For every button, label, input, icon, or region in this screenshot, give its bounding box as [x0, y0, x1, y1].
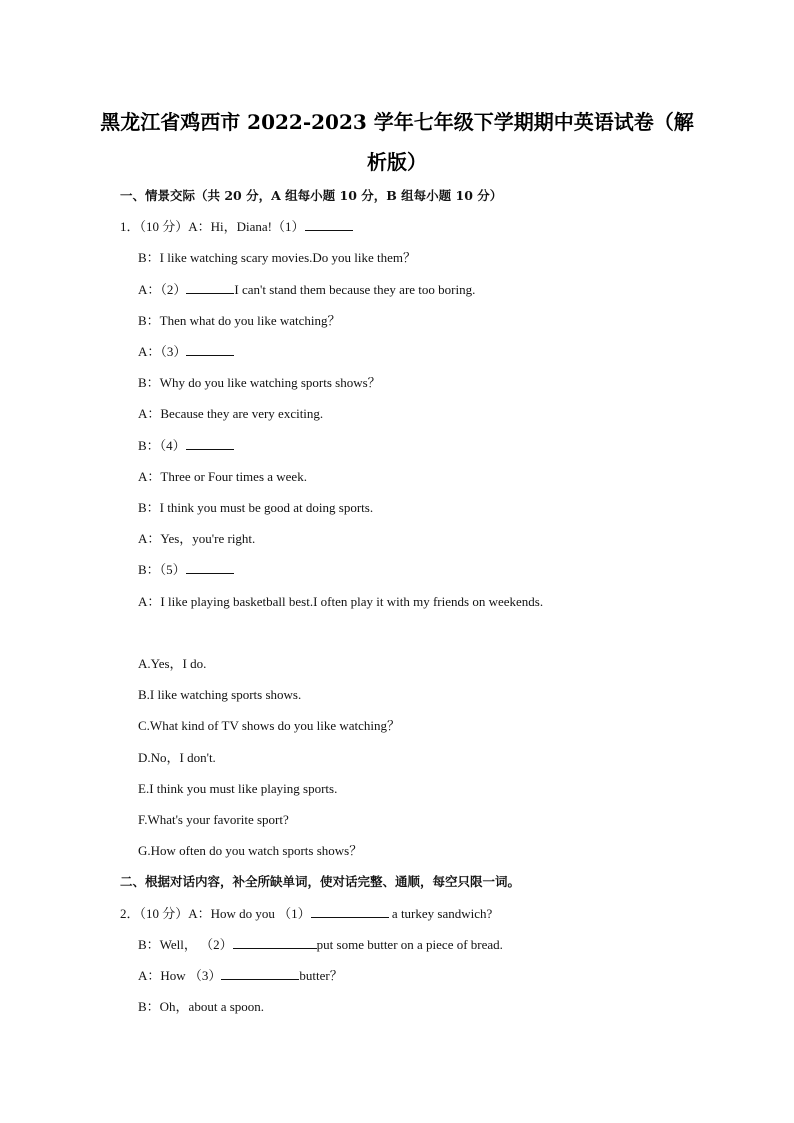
q1-line-2: [138, 250, 416, 266]
option-a: A.Yes，I do.: [138, 656, 207, 671]
q2-line-2-text: B：Well， （2）: [138, 937, 233, 952]
section-2-heading: 二、根据对话内容，补全所缺单词，使对话完整、通顺，每空只限一词。: [120, 874, 521, 889]
q1-line-11: [138, 531, 255, 547]
option-c: C.What kind of TV shows do you like watching？: [138, 718, 401, 733]
q2-answer-blank-3[interactable]: [221, 968, 299, 980]
option-f: F.What's your favorite sport?: [138, 812, 289, 827]
q2-line-1: [120, 906, 492, 922]
q1-line-4-text: B：Then what do you like watching？: [138, 313, 341, 328]
q1-line-6-text: B：Why do you like watching sports shows？: [138, 375, 381, 390]
q2-line-4-text: B：Oh，about a spoon.: [138, 999, 265, 1014]
q2-line-2-rest: put some butter on a piece of bread.: [316, 937, 503, 952]
answer-blank-5[interactable]: [186, 562, 234, 574]
q1-line-12-text: B：（5）: [138, 562, 186, 577]
q1-line-5-text: A：（3）: [138, 344, 187, 359]
option-e: E.I think you must like playing sports.: [138, 781, 338, 796]
q1-line-6: [138, 375, 381, 391]
answer-blank-3[interactable]: [186, 344, 234, 356]
q1-line-9: [138, 469, 307, 485]
q2-line-4: [138, 999, 264, 1015]
document-title-line-1: 黑龙江省鸡西市 2022-2023 学年七年级下学期期中英语试卷（解: [100, 110, 694, 134]
document-title-line-2: 析版）: [367, 150, 427, 174]
q2-line-2: [138, 937, 503, 953]
q1-line-10: [138, 500, 373, 516]
section-1-heading: 一、情景交际（共 20 分，A 组每小题 10 分，B 组每小题 10 分）: [120, 188, 503, 203]
answer-blank-4[interactable]: [186, 438, 234, 450]
q1-line-7: [138, 406, 323, 422]
q2-line-1-text: 2．（10 分）A：How do you （1）: [120, 906, 311, 921]
q1-line-2-text: B：I like watching scary movies.Do you like them？: [138, 250, 417, 265]
q2-line-3-text: A：How （3）: [138, 968, 222, 983]
answer-blank-1[interactable]: [305, 219, 353, 231]
q2-answer-blank-1[interactable]: [311, 906, 389, 918]
q1-line-13-text: A：I like playing basketball best.I often play it with my friends on weekends.: [138, 594, 544, 609]
q1-line-9-text: A：Three or Four times a week.: [138, 469, 307, 484]
q1-line-4: [138, 313, 341, 329]
option-g: G.How often do you watch sports shows？: [138, 843, 363, 858]
q1-line-7-text: A：Because they are very exciting.: [138, 406, 324, 421]
q1-line-8: [138, 438, 234, 454]
q1-line-1: [120, 219, 353, 235]
q1-line-3-text: A：（2）: [138, 282, 187, 297]
option-b: B.I like watching sports shows.: [138, 687, 302, 702]
q1-line-12: [138, 562, 234, 578]
q1-line-8-text: B：（4）: [138, 438, 186, 453]
q2-line-1-rest: a turkey sandwich?: [388, 906, 493, 921]
q1-line-10-text: B：I think you must be good at doing sports.: [138, 500, 374, 515]
q2-answer-blank-2[interactable]: [233, 937, 317, 949]
q1-line-3: [138, 282, 475, 298]
option-d: D.No，I don't.: [138, 750, 216, 765]
q1-line-1-text: 1．（10 分）A：Hi，Diana!（1）: [120, 219, 305, 234]
q2-line-3-rest: butter？: [299, 968, 343, 983]
q1-line-13: [138, 594, 543, 610]
q2-line-3: [138, 968, 343, 984]
q1-line-5: [138, 344, 234, 360]
q1-line-3-rest: I can't stand them because they are too boring.: [234, 282, 476, 297]
q1-line-11-text: A：Yes，you're right.: [138, 531, 256, 546]
answer-blank-2[interactable]: [186, 282, 234, 294]
